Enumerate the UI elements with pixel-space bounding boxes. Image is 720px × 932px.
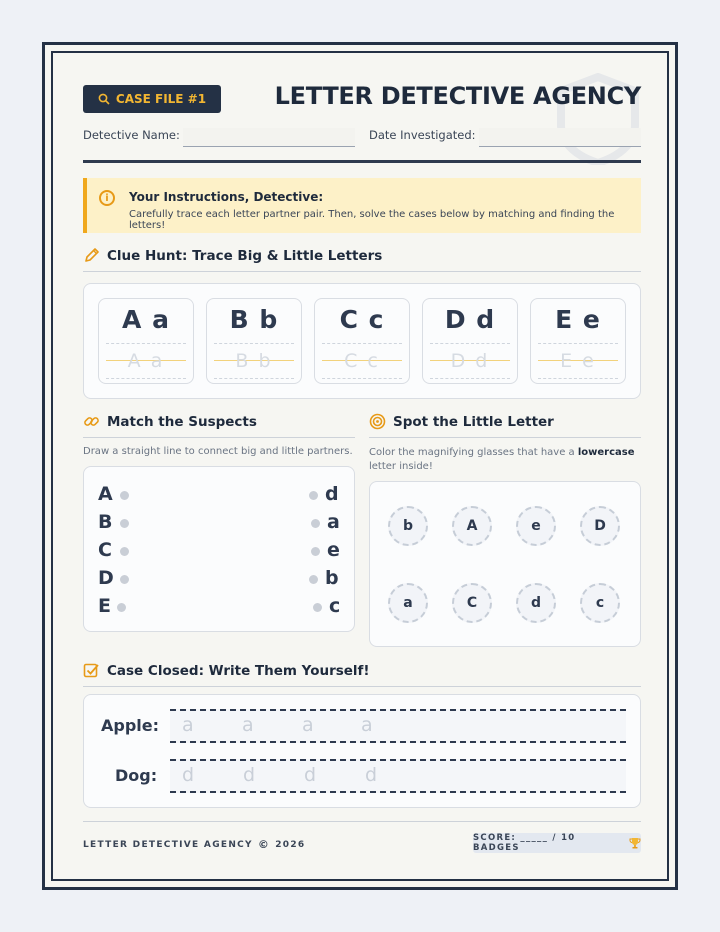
magnifier-circle[interactable]: A bbox=[452, 506, 492, 546]
case-file-badge bbox=[83, 85, 221, 113]
trace-card[interactable] bbox=[206, 298, 302, 384]
trace-ghost-letters: B b bbox=[235, 350, 273, 372]
trace-letter-pair: E e bbox=[555, 305, 601, 334]
match-left-letter: A bbox=[98, 483, 113, 505]
clue-hunt-heading bbox=[83, 247, 382, 264]
trace-guide bbox=[430, 343, 510, 379]
clue-hunt-title: Clue Hunt: Trace Big & Little Letters bbox=[107, 247, 383, 264]
match-left-letter: C bbox=[98, 539, 112, 561]
ghost-letter: d bbox=[304, 764, 317, 786]
instructions-title: Your Instructions, Detective: bbox=[129, 190, 324, 204]
pencil-icon bbox=[83, 247, 100, 264]
date-label: Date Investigated: bbox=[369, 128, 476, 142]
detective-name-label: Detective Name: bbox=[83, 128, 180, 142]
ghost-letter: d bbox=[243, 764, 256, 786]
case-closed-heading bbox=[83, 662, 370, 679]
header-divider bbox=[83, 160, 641, 163]
case-closed-title: Case Closed: Write Them Yourself! bbox=[107, 662, 370, 679]
match-left-dot[interactable] bbox=[117, 603, 126, 612]
target-icon bbox=[369, 413, 386, 430]
match-heading bbox=[83, 413, 257, 430]
match-left-letter: D bbox=[98, 567, 114, 589]
trace-card[interactable] bbox=[530, 298, 626, 384]
ghost-letter: a bbox=[242, 714, 254, 736]
score-text: SCORE: _____ / 10 BADGES bbox=[473, 833, 576, 853]
trace-guide bbox=[214, 343, 294, 379]
trace-card[interactable] bbox=[422, 298, 518, 384]
footer-rule bbox=[83, 821, 641, 822]
write-row-label: Apple: bbox=[101, 716, 160, 735]
trace-letter-pair: C c bbox=[339, 305, 385, 334]
search-icon bbox=[98, 93, 110, 105]
trace-guide bbox=[106, 343, 186, 379]
write-line[interactable] bbox=[170, 709, 626, 743]
match-title: Match the Suspects bbox=[107, 413, 257, 430]
date-field[interactable] bbox=[479, 128, 641, 147]
footer-agency: LETTER DETECTIVE AGENCY bbox=[83, 839, 253, 850]
trophy-icon bbox=[629, 837, 641, 849]
match-left-dot[interactable] bbox=[120, 519, 129, 528]
match-left-letter: B bbox=[98, 511, 113, 533]
instructions-box bbox=[83, 178, 641, 233]
spot-title: Spot the Little Letter bbox=[393, 413, 554, 430]
magnifier-circle[interactable]: b bbox=[388, 506, 428, 546]
trace-letter-pair: D d bbox=[444, 305, 496, 334]
trace-ghost-letters: A a bbox=[127, 350, 165, 372]
match-left-dot[interactable] bbox=[120, 575, 129, 584]
footer-credit bbox=[83, 838, 305, 851]
magnifier-circle[interactable]: a bbox=[388, 583, 428, 623]
spot-panel bbox=[369, 481, 641, 647]
write-line[interactable] bbox=[170, 759, 626, 793]
match-right-letter: d bbox=[325, 483, 339, 505]
magnifier-circle[interactable]: D bbox=[580, 506, 620, 546]
write-row-label: Dog: bbox=[115, 766, 158, 785]
trace-guide bbox=[538, 343, 618, 379]
magnifier-circle[interactable]: d bbox=[516, 583, 556, 623]
magnifier-circle[interactable]: C bbox=[452, 583, 492, 623]
match-left-dot[interactable] bbox=[120, 491, 129, 500]
trace-guide bbox=[322, 343, 402, 379]
trace-ghost-letters: E e bbox=[560, 350, 596, 372]
match-right-dot[interactable] bbox=[311, 519, 320, 528]
ghost-letter: d bbox=[182, 764, 195, 786]
detective-name-field[interactable] bbox=[183, 128, 355, 147]
trace-ghost-letters: C c bbox=[344, 350, 380, 372]
match-right-dot[interactable] bbox=[309, 491, 318, 500]
info-icon: i bbox=[99, 190, 115, 206]
page-title: LETTER DETECTIVE AGENCY bbox=[274, 82, 641, 110]
match-right-letter: a bbox=[327, 511, 340, 533]
match-right-letter: b bbox=[325, 567, 339, 589]
trace-letter-pair: A a bbox=[122, 305, 170, 334]
ghost-letter: d bbox=[365, 764, 378, 786]
spot-subtitle bbox=[369, 446, 637, 474]
spot-heading bbox=[369, 413, 554, 430]
match-panel bbox=[83, 466, 355, 632]
match-subtitle: Draw a straight line to connect big and little partners. bbox=[83, 446, 353, 457]
clue-hunt-rule bbox=[83, 271, 641, 272]
writing-panel bbox=[83, 694, 641, 808]
spot-subtitle-emphasis: lowercase bbox=[577, 447, 635, 458]
case-file-label: CASE FILE #1 bbox=[115, 92, 207, 106]
worksheet-frame bbox=[42, 42, 678, 890]
score-box bbox=[473, 833, 641, 853]
instructions-text: Carefully trace each letter partner pair. Then, solve the cases below by matching and finding the letters! bbox=[129, 209, 615, 231]
trace-card[interactable] bbox=[98, 298, 194, 384]
trace-card[interactable] bbox=[314, 298, 410, 384]
match-left-dot[interactable] bbox=[120, 547, 129, 556]
magnifier-circle[interactable]: e bbox=[516, 506, 556, 546]
spot-rule bbox=[369, 437, 641, 438]
ghost-letter: a bbox=[182, 714, 194, 736]
spot-subtitle-end: letter inside! bbox=[369, 461, 433, 472]
case-closed-rule bbox=[83, 686, 641, 687]
match-right-letter: e bbox=[327, 539, 340, 561]
ghost-letter: a bbox=[302, 714, 314, 736]
ghost-letter: a bbox=[361, 714, 373, 736]
checkbox-icon bbox=[83, 662, 100, 679]
link-icon bbox=[83, 413, 100, 430]
match-right-dot[interactable] bbox=[311, 547, 320, 556]
trace-letter-pair: B b bbox=[229, 305, 279, 334]
match-right-dot[interactable] bbox=[309, 575, 318, 584]
footer-year: 2026 bbox=[275, 839, 306, 850]
match-right-dot[interactable] bbox=[313, 603, 322, 612]
match-rule bbox=[83, 437, 355, 438]
spot-subtitle-start: Color the magnifying glasses that have a bbox=[369, 447, 578, 458]
match-left-letter: E bbox=[98, 595, 111, 617]
copyright-icon: © bbox=[257, 838, 271, 851]
magnifier-circle[interactable]: c bbox=[580, 583, 620, 623]
match-right-letter: c bbox=[329, 595, 341, 617]
trace-ghost-letters: D d bbox=[450, 350, 490, 372]
